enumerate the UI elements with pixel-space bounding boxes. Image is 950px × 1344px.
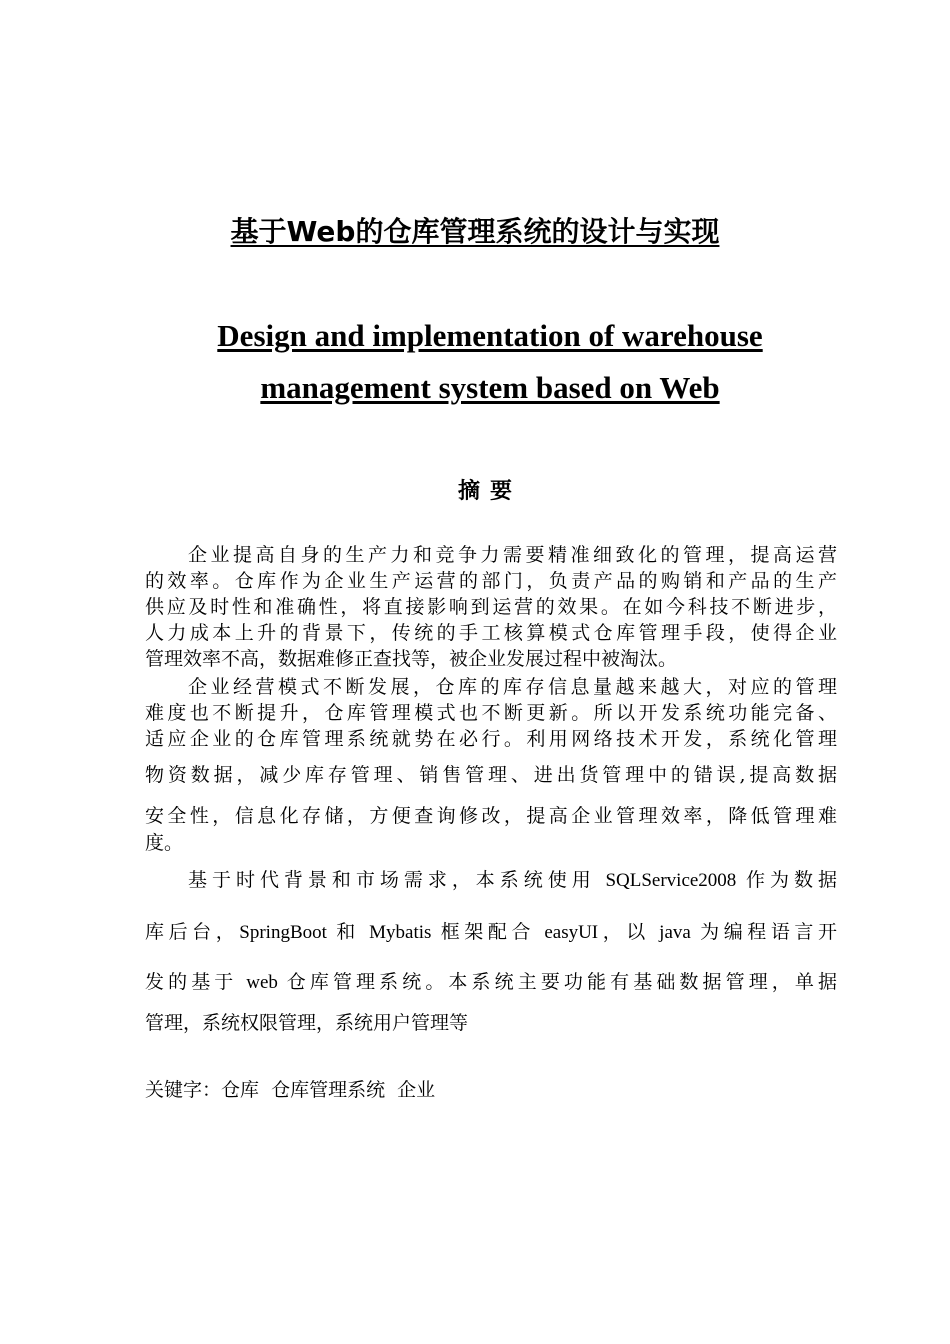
abstract-heading: 摘要: [457, 479, 522, 504]
paragraph-2-line-2: 难度也不断提升，仓库管理模式也不断更新。所以开发系统功能完备、: [145, 702, 837, 724]
english-title-line-1: Design and implementation of warehouse: [217, 318, 763, 353]
paragraph-2-line-4: 物资数据，减少库存管理、销售管理、进出货管理中的错误,提高数据: [145, 764, 837, 786]
paragraph-2-line-3: 适应企业的仓库管理系统就势在必行。利用网络技术开发，系统化管理: [145, 728, 837, 750]
paragraph-1-line-4: 人力成本上升的背景下，传统的手工核算模式仓库管理手段，使得企业: [145, 622, 837, 644]
paragraph-1-line-5: 管理效率不高，数据难修正查找等，被企业发展过程中被淘汰。: [145, 648, 678, 670]
paragraph-1-line-3: 供应及时性和准确性，将直接影响到运营的效果。在如今科技不断进步，: [145, 596, 837, 618]
paragraph-2-line-1: 企业经营模式不断发展，仓库的库存信息量越来越大，对应的管理: [188, 676, 837, 698]
paragraph-3-line-4: 管理，系统权限管理，系统用户管理等: [145, 1013, 469, 1034]
paragraph-3-line-1: 基于时代背景和市场需求，本系统使用 SQLService2008 作为数据: [188, 870, 837, 891]
paragraph-2-line-5: 安全性，信息化存储，方便查询修改，提高企业管理效率，降低管理难: [145, 805, 837, 827]
paragraph-3-line-2: 库后台，SpringBoot 和 Mybatis 框架配合 easyUI，以 java 为编程语言开: [145, 922, 837, 943]
keywords-line: 关键字：仓库 仓库管理系统 企业: [145, 1079, 436, 1101]
paragraph-3-line-3: 发的基于 web 仓库管理系统。本系统主要功能有基础数据管理，单据: [145, 972, 837, 993]
chinese-title: 基于Web的仓库管理系统的设计与实现: [230, 215, 720, 248]
paragraph-2-line-6: 度。: [145, 832, 184, 854]
paragraph-1-line-1: 企业提高自身的生产力和竞争力需要精准细致化的管理，提高运营: [188, 544, 837, 566]
paragraph-1-line-2: 的效率。仓库作为企业生产运营的部门，负责产品的购销和产品的生产: [145, 570, 837, 592]
english-title-line-2: management system based on Web: [260, 370, 720, 405]
